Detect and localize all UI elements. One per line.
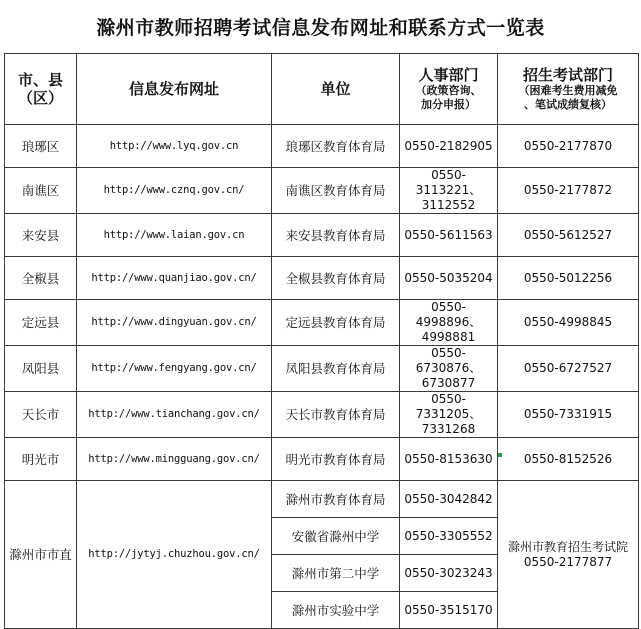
- url-link[interactable]: http://www.quanjiao.gov.cn/: [77, 257, 272, 300]
- hr-phone-cell: 0550-3113221、 3112552: [400, 168, 498, 214]
- unit-cell: 滁州市第二中学: [272, 555, 400, 592]
- url-link[interactable]: http://www.laian.gov.cn: [77, 214, 272, 257]
- url-link[interactable]: http://www.lyq.gov.cn: [77, 125, 272, 168]
- unit-cell: 滁州市教育体育局: [272, 481, 400, 518]
- table-row: [5, 257, 639, 300]
- exam-phone-cell: 0550-5012256: [498, 257, 639, 300]
- table-row: [5, 168, 639, 214]
- county-cell: 定远县: [5, 300, 77, 346]
- unit-cell: 滁州市实验中学: [272, 592, 400, 629]
- hr-phone-cell: 0550-4998896、 4998881: [400, 300, 498, 346]
- table-row: [5, 346, 639, 392]
- contact-table: [4, 53, 639, 629]
- unit-cell: 安徽省滁州中学: [272, 518, 400, 555]
- county-cell-direct: 滁州市市直: [5, 481, 77, 629]
- table-row: [5, 392, 639, 438]
- county-cell: 全椒县: [5, 257, 77, 300]
- county-cell: 来安县: [5, 214, 77, 257]
- header-row: [5, 54, 639, 125]
- exam-phone-cell: 0550-4998845: [498, 300, 639, 346]
- hr-phone-cell: 0550-3023243: [400, 555, 498, 592]
- hr-phone-cell: 0550-5035204: [400, 257, 498, 300]
- exam-phone-cell: 0550-7331915: [498, 392, 639, 438]
- table-row-direct: [5, 481, 639, 518]
- hr-phone-cell: 0550-7331205、 7331268: [400, 392, 498, 438]
- county-cell: 南谯区: [5, 168, 77, 214]
- table-row: [5, 300, 639, 346]
- exam-phone-cell: 0550-5612527: [498, 214, 639, 257]
- url-link[interactable]: http://www.tianchang.gov.cn/: [77, 392, 272, 438]
- exam-phone-cell: 0550-2177870: [498, 125, 639, 168]
- url-link[interactable]: http://www.cznq.gov.cn/: [77, 168, 272, 214]
- county-cell: 明光市: [5, 438, 77, 481]
- hr-phone-cell: 0550-3305552: [400, 518, 498, 555]
- hr-phone-cell: 0550-2182905: [400, 125, 498, 168]
- header-hr-dept: 人事部门 （政策咨询、 加分申报）: [400, 54, 498, 125]
- header-url: 信息发布网址: [77, 54, 272, 125]
- hr-phone-cell: 0550-6730876、 6730877: [400, 346, 498, 392]
- unit-cell: 明光市教育体育局: [272, 438, 400, 481]
- county-cell: 凤阳县: [5, 346, 77, 392]
- header-exam-dept: 招生考试部门 （困难考生费用减免 、笔试成绩复核）: [498, 54, 639, 125]
- exam-dept-cell-direct: 滁州市教育招生考试院 0550-2177877: [498, 481, 639, 629]
- table-row: [5, 125, 639, 168]
- unit-cell: 琅琊区教育体育局: [272, 125, 400, 168]
- url-link-direct[interactable]: http://jytyj.chuzhou.gov.cn/: [77, 481, 272, 629]
- header-unit: 单位: [272, 54, 400, 125]
- table-row: [5, 438, 639, 481]
- hr-phone-cell: 0550-8153630: [400, 438, 498, 481]
- county-cell: 琅琊区: [5, 125, 77, 168]
- unit-cell: 定远县教育体育局: [272, 300, 400, 346]
- exam-phone-cell: 0550-6727527: [498, 346, 639, 392]
- url-link[interactable]: http://www.mingguang.gov.cn/: [77, 438, 272, 481]
- hr-phone-cell: 0550-3515170: [400, 592, 498, 629]
- hr-phone-cell: 0550-3042842: [400, 481, 498, 518]
- unit-cell: 全椒县教育体育局: [272, 257, 400, 300]
- exam-phone-cell: 0550-8152526: [498, 438, 639, 481]
- unit-cell: 凤阳县教育体育局: [272, 346, 400, 392]
- header-county: 市、县 （区）: [5, 54, 77, 125]
- county-cell: 天长市: [5, 392, 77, 438]
- page-title: 滁州市教师招聘考试信息发布网址和联系方式一览表: [96, 16, 545, 39]
- hr-phone-cell: 0550-5611563: [400, 214, 498, 257]
- url-link[interactable]: http://www.dingyuan.gov.cn/: [77, 300, 272, 346]
- unit-cell: 来安县教育体育局: [272, 214, 400, 257]
- table-row: [5, 214, 639, 257]
- unit-cell: 天长市教育体育局: [272, 392, 400, 438]
- selection-corner-marker: [498, 453, 502, 457]
- unit-cell: 南谯区教育体育局: [272, 168, 400, 214]
- exam-phone-cell: 0550-2177872: [498, 168, 639, 214]
- url-link[interactable]: http://www.fengyang.gov.cn/: [77, 346, 272, 392]
